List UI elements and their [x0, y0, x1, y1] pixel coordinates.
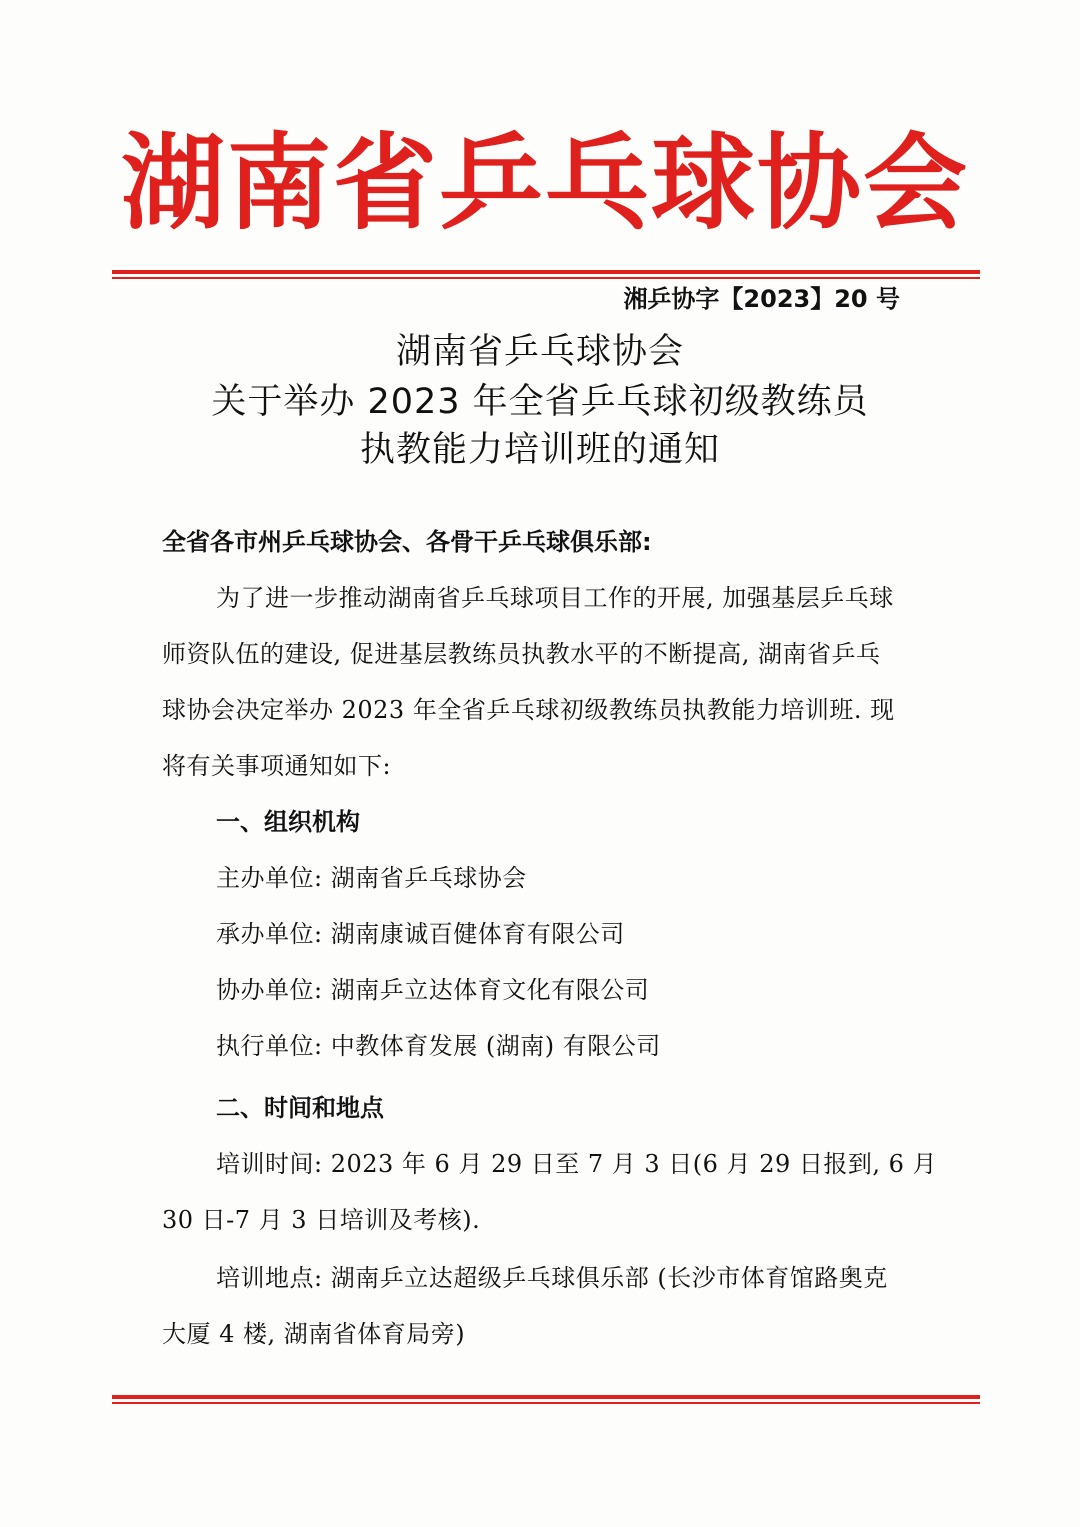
footer-rule-thick	[112, 1395, 980, 1399]
intro-line-3: 球协会决定举办 2023 年全省乒乓球初级教练员执教能力培训班. 现	[162, 696, 895, 724]
organizer-unit: 承办单位: 湖南康诚百健体育有限公司	[216, 920, 625, 948]
host-unit: 主办单位: 湖南省乒乓球协会	[216, 864, 527, 892]
intro-line-4: 将有关事项通知如下:	[162, 752, 392, 780]
notice-title-line-2: 关于举办 2023 年全省乒乓球初级教练员	[211, 382, 869, 422]
letterhead-rule-thick	[112, 270, 980, 274]
notice-title-line-3: 执教能力培训班的通知	[359, 430, 720, 470]
training-place-line-1: 培训地点: 湖南乒立达超级乒乓球俱乐部 (长沙市体育馆路奥克	[216, 1264, 888, 1292]
training-time-line-1: 培训时间: 2023 年 6 月 29 日至 7 月 3 日(6 月 29 日报到, 6 月	[216, 1150, 938, 1178]
training-place-line-2: 大厦 4 楼, 湖南省体育局旁)	[162, 1320, 466, 1348]
executor-unit: 执行单位: 中教体育发展 (湖南) 有限公司	[216, 1032, 661, 1060]
co-organizer-unit: 协办单位: 湖南乒立达体育文化有限公司	[216, 976, 650, 1004]
intro-line-1: 为了进一步推动湖南省乒乓球项目工作的开展, 加强基层乒乓球	[216, 584, 894, 612]
salutation: 全省各市州乒乓球协会、各骨干乒乓球俱乐部:	[162, 528, 652, 556]
letterhead-rule-thin	[112, 277, 980, 279]
footer-rule-thin	[112, 1402, 980, 1404]
document-number: 湘乒协字【2023】20 号	[623, 285, 900, 313]
notice-title-line-1: 湖南省乒乓球协会	[395, 332, 684, 372]
letterhead-title: 湖南省乒乓球协会	[120, 122, 969, 244]
intro-line-2: 师资队伍的建设, 促进基层教练员执教水平的不断提高, 湖南省乒乓	[162, 640, 881, 668]
section-heading-organization: 一、组织机构	[216, 808, 360, 836]
section-heading-time-place: 二、时间和地点	[216, 1094, 384, 1122]
training-time-line-2: 30 日-7 月 3 日培训及考核).	[162, 1206, 481, 1234]
